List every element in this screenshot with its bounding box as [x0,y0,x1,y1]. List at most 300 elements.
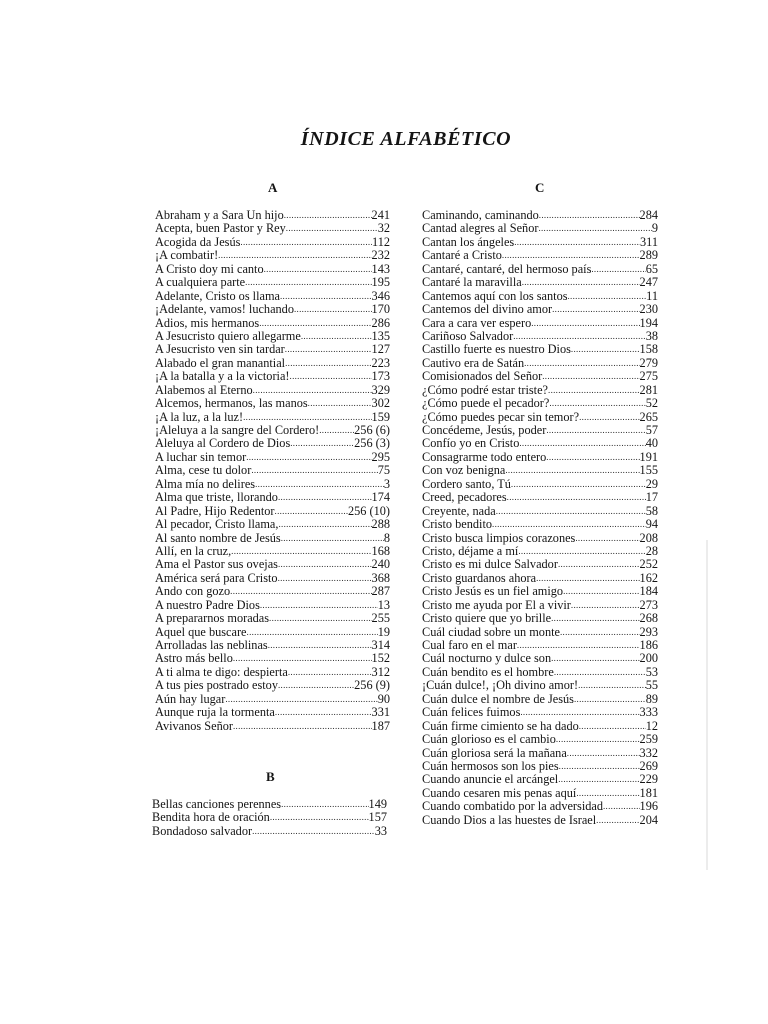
dot-leader [275,706,372,719]
entry-title: Comisionados del Señor [422,370,543,384]
dot-leader [278,558,372,571]
dot-leader [560,626,640,639]
dot-leader [246,451,371,464]
dot-leader [567,747,640,760]
dot-leader [514,236,640,249]
index-entry [155,263,390,276]
index-entry [422,585,658,598]
entry-title: Aleluya al Cordero de Dios [155,437,291,451]
index-entry [155,424,390,437]
entry-page-number: 265 [639,410,658,424]
section-heading-c: C [535,180,545,195]
page-edge-shadow [706,540,708,870]
dot-leader [268,639,372,652]
dot-leader [308,397,372,410]
entry-title: Allí, en la cruz, [155,544,232,558]
entry-page-number: 11 [646,289,658,303]
entry-title: Acogida da Jesús [155,235,241,249]
entry-page-number: 143 [371,262,390,276]
entry-page-number: 90 [377,692,390,706]
index-entry [422,666,658,679]
dot-leader [505,464,639,477]
dot-leader [233,720,372,733]
dot-leader [563,585,639,598]
entry-page-number: 149 [368,798,387,811]
index-entry [155,209,390,222]
index-entry [422,518,658,531]
index-entry [155,437,390,450]
index-entry [155,626,390,639]
entry-page-number: 28 [645,544,658,558]
entry-title: Cautivo era de Satán [422,356,525,370]
dot-leader [603,800,640,813]
index-entry [155,639,390,652]
dot-leader [252,825,375,838]
entry-page-number: 9 [651,222,658,236]
index-entry [422,222,658,235]
dot-leader [571,343,640,356]
entry-page-number: 127 [371,343,390,357]
entry-title: Al pecador, Cristo llama, [155,518,279,532]
entry-page-number: 17 [645,491,658,505]
dot-leader [492,518,646,531]
entry-title: Cuando combatido por la adversidad [422,800,603,814]
dot-leader [233,652,372,665]
entry-page-number: 240 [371,558,390,572]
dot-leader [253,384,372,397]
entry-page-number: 135 [371,329,390,343]
index-entry [155,330,390,343]
index-entry [422,558,658,571]
dot-leader [551,612,639,625]
entry-title: ¡Cuán dulce!, ¡Oh divino amor! [422,679,579,693]
entry-title: A cualquiera parte [155,276,246,290]
index-entry [155,290,390,303]
index-entry [155,612,390,625]
entry-page-number: 58 [645,504,658,518]
index-entry [152,811,387,824]
entry-page-number: 311 [640,235,658,249]
index-entry [155,585,390,598]
entry-page-number: 288 [371,518,390,532]
entry-title: Consagrarme todo entero [422,450,547,464]
entry-title: ¡A combatir! [155,249,219,263]
index-entry [422,491,658,504]
entry-page-number: 302 [371,397,390,411]
dot-leader [579,720,646,733]
dot-leader [548,384,640,397]
index-entry [422,317,658,330]
entry-page-number: 279 [639,356,658,370]
index-entry [422,545,658,558]
dot-leader [319,424,354,437]
entry-page-number: 57 [645,424,658,437]
dot-leader [294,303,372,316]
entry-page-number: 289 [639,249,658,263]
entry-page-number: 162 [639,571,658,585]
entry-title: Creed, pecadores [422,491,507,505]
entry-title: Cristo es mi dulce Salvador [422,558,558,572]
dot-leader [260,599,378,612]
entry-title: ¡A la luz, a la luz! [155,410,244,424]
entry-page-number: 284 [639,209,658,222]
index-entry [422,357,658,370]
index-entry [422,572,658,585]
entry-title: ¿Cómo puedes pecar sin temor? [422,410,580,424]
entry-page-number: 331 [371,706,390,720]
dot-leader [285,343,372,356]
entry-title: Cuán glorioso es el cambio [422,733,556,747]
index-entry [155,236,390,249]
entry-page-number: 247 [639,276,658,290]
index-entry [422,652,658,665]
dot-leader [576,787,639,800]
dot-leader [247,626,378,639]
index-entry [422,209,658,222]
entry-page-number: 19 [377,625,390,639]
index-entry [155,276,390,289]
entry-page-number: 32 [377,222,390,236]
entry-page-number: 314 [371,639,390,652]
entry-title: Cuál ciudad sobre un monte [422,625,560,639]
entry-title: ¿Cómo podré estar triste? [422,383,549,397]
entry-page-number: 232 [371,249,390,263]
index-entry [155,384,390,397]
index-entry [422,679,658,692]
dot-leader [549,397,645,410]
entry-title: A Jesucristo quiero allegarme [155,329,301,343]
entry-title: Cantaré, cantaré, del hermoso país [422,262,592,276]
entry-title: Cristo bendito [422,518,493,532]
index-entry [422,249,658,262]
entry-title: A Jesucristo ven sin tardar [155,343,285,357]
entry-title: Cristo, déjame a mí [422,544,519,558]
entry-page-number: 186 [639,639,658,652]
index-list-c [422,209,658,827]
dot-leader [517,639,640,652]
entry-page-number: 275 [639,370,658,384]
section-heading-b: B [266,769,275,784]
dot-leader [278,491,372,504]
entry-page-number: 268 [639,612,658,626]
page-title: ÍNDICE ALFABÉTICO [300,128,512,150]
dot-leader [519,437,645,450]
entry-page-number: 181 [639,786,658,800]
dot-leader [281,798,368,811]
entry-title: Creyente, nada [422,504,496,518]
dot-leader [255,478,384,491]
entry-title: Cristo Jesús es un fiel amigo [422,585,564,599]
entry-title: Cantad alegres al Señor [422,222,539,236]
entry-title: Cuando cesaren mis penas aquí [422,786,577,800]
entry-page-number: 53 [645,665,658,679]
dot-leader [520,706,639,719]
index-entry [155,370,390,383]
dot-leader [259,317,371,330]
entry-page-number: 12 [645,719,658,733]
entry-title: A Cristo doy mi canto [155,262,264,276]
dot-leader [278,572,372,585]
dot-leader [575,532,639,545]
entry-title: Alcemos, hermanos, las manos [155,397,308,411]
entry-title: Cual faro en el mar [422,639,517,652]
entry-page-number: 191 [639,450,658,464]
index-entry [422,720,658,733]
entry-title: Ando con gozo [155,585,231,599]
entry-page-number: 194 [639,316,658,330]
entry-page-number: 33 [374,824,387,838]
entry-page-number: 112 [372,235,390,249]
entry-title: Alabado el gran manantial [155,356,286,370]
entry-page-number: 256 (6) [354,424,390,437]
entry-page-number: 40 [645,437,658,451]
entry-title: Concédeme, Jesús, poder [422,424,547,437]
entry-title: A ti alma te digo: despierta [155,665,288,679]
dot-leader [546,424,645,437]
dot-leader [290,437,354,450]
entry-page-number: 332 [639,746,658,760]
index-entry [422,800,658,813]
entry-title: Confío yo en Cristo [422,437,520,451]
index-entry [422,760,658,773]
dot-leader [554,666,646,679]
entry-title: ¡A la batalla y a la victoria! [155,370,290,384]
index-entry [422,532,658,545]
entry-title: Cuando Dios a las huestes de Israel [422,813,597,827]
entry-page-number: 159 [371,410,390,424]
index-entry [155,652,390,665]
entry-title: Avivanos Señor [155,719,233,733]
entry-page-number: 158 [639,343,658,357]
entry-title: Cantemos aquí con los santos [422,289,568,303]
entry-page-number: 204 [639,813,658,827]
dot-leader [546,451,639,464]
index-entry [155,222,390,235]
dot-leader [231,545,371,558]
index-entry [422,464,658,477]
entry-title: A prepararnos moradas [155,612,270,626]
entry-page-number: 52 [645,397,658,411]
entry-page-number: 259 [639,733,658,747]
dot-leader [230,585,371,598]
entry-page-number: 174 [371,491,390,505]
section-heading-a: A [268,180,278,195]
dot-leader [513,330,646,343]
dot-leader [559,760,640,773]
index-entry [422,384,658,397]
index-entry [422,290,658,303]
index-entry [422,505,658,518]
entry-page-number: 157 [368,811,387,825]
entry-title: Al Padre, Hijo Redentor [155,504,275,518]
entry-title: Alma que triste, llorando [155,491,278,505]
index-entry [155,343,390,356]
index-entry [155,411,390,424]
entry-page-number: 38 [645,329,658,343]
index-entry [152,798,387,811]
entry-title: Ama el Pastor sus ovejas [155,558,278,572]
entry-page-number: 256 (10) [347,504,390,518]
entry-title: Cuando anuncie el arcángel [422,773,559,787]
dot-leader [518,545,645,558]
index-entry [422,747,658,760]
entry-page-number: 75 [377,464,390,478]
entry-title: Alma, cese tu dolor [155,464,252,478]
entry-page-number: 170 [371,303,390,317]
dot-leader [278,518,371,531]
entry-page-number: 3 [383,477,390,491]
index-entry [155,397,390,410]
entry-page-number: 329 [371,383,390,397]
dot-leader [243,411,371,424]
entry-title: ¿Cómo puede el pecador? [422,397,550,411]
entry-title: A tus pies postrado estoy [155,679,278,693]
entry-title: Aunque ruja la tormenta [155,706,275,720]
index-entry [155,679,390,692]
entry-title: Cristo me ayuda por El a vivir [422,598,571,612]
entry-page-number: 223 [371,356,390,370]
dot-leader [536,572,639,585]
entry-title: Cara a cara ver espero [422,316,532,330]
index-entry [422,303,658,316]
entry-page-number: 287 [371,585,390,599]
entry-page-number: 256 (3) [354,437,390,451]
dot-leader [574,693,646,706]
index-entry [155,303,390,316]
entry-title: Con voz benigna [422,464,506,478]
entry-page-number: 94 [645,518,658,532]
entry-page-number: 187 [371,719,390,733]
dot-leader [278,679,354,692]
index-entry [155,532,390,545]
entry-page-number: 269 [639,759,658,773]
entry-title: Cuán gloriosa será la mañana [422,746,567,760]
index-entry [155,599,390,612]
dot-leader [251,464,377,477]
dot-leader [596,814,639,827]
entry-title: Aquel que buscare [155,625,247,639]
entry-page-number: 29 [645,477,658,491]
entry-title: Bellas canciones perennes [152,798,282,811]
entry-page-number: 196 [639,800,658,814]
entry-title: ¡Aleluya a la sangre del Cordero! [155,424,320,437]
dot-leader [568,290,647,303]
dot-leader [538,222,651,235]
entry-title: Cuán dulce el nombre de Jesús [422,692,574,706]
entry-title: Cuán bendito es el hombre [422,665,554,679]
entry-title: Acepta, buen Pastor y Rey [155,222,286,236]
entry-page-number: 312 [371,665,390,679]
dot-leader [571,599,640,612]
dot-leader [284,209,372,222]
dot-leader [558,773,639,786]
dot-leader [551,652,639,665]
dot-leader [556,733,640,746]
entry-title: Cantaré a Cristo [422,249,502,263]
dot-leader [542,370,639,383]
dot-leader [245,276,371,289]
index-entry [422,787,658,800]
entry-page-number: 168 [371,544,390,558]
index-entry [422,370,658,383]
dot-leader [531,317,639,330]
dot-leader [225,693,377,706]
entry-title: Cuál nocturno y dulce son [422,652,552,666]
index-entry [155,249,390,262]
dot-leader [286,222,378,235]
entry-page-number: 195 [371,276,390,290]
entry-title: Abraham y a Sara Un hijo [155,209,284,222]
dot-leader [281,532,384,545]
index-entry [152,825,387,838]
index-entry [155,451,390,464]
dot-leader [524,357,639,370]
entry-page-number: 65 [645,262,658,276]
dot-leader [264,263,372,276]
index-entry [155,505,390,518]
entry-title: Cordero santo, Tú [422,477,511,491]
index-entry [422,330,658,343]
entry-title: Alabemos al Eterno [155,383,253,397]
index-entry [422,411,658,424]
entry-page-number: 281 [639,383,658,397]
dot-leader [591,263,645,276]
dot-leader [270,811,369,824]
entry-page-number: 241 [371,209,390,222]
entry-page-number: 184 [639,585,658,599]
entry-title: Cantan los ángeles [422,235,515,249]
dot-leader [269,612,372,625]
entry-title: Astro más bello [155,652,233,666]
dot-leader [522,276,640,289]
index-entry [422,276,658,289]
index-entry [422,263,658,276]
index-entry [422,733,658,746]
index-entry [155,720,390,733]
entry-page-number: 273 [639,598,658,612]
index-entry [422,437,658,450]
entry-title: Adelante, Cristo os llama [155,289,280,303]
entry-title: Bendita hora de oración [152,811,270,825]
entry-page-number: 208 [639,531,658,545]
dot-leader [539,209,640,222]
entry-title: ¡Adelante, vamos! luchando [155,303,294,317]
index-entry [155,558,390,571]
entry-title: Cristo busca limpios corazones [422,531,576,545]
entry-title: Alma mía no delires [155,477,256,491]
entry-title: A luchar sin temor [155,450,247,464]
entry-title: Aún hay lugar [155,692,226,706]
entry-title: A nuestro Padre Dios [155,598,260,612]
entry-page-number: 252 [639,558,658,572]
dot-leader [218,249,371,262]
entry-page-number: 155 [639,464,658,478]
index-entry [422,814,658,827]
entry-title: Cuán firme cimiento se ha dado [422,719,579,733]
entry-page-number: 229 [639,773,658,787]
entry-title: Cantemos del divino amor [422,303,553,317]
index-entry [155,572,390,585]
index-entry [422,478,658,491]
entry-page-number: 200 [639,652,658,666]
index-entry [422,236,658,249]
index-entry [422,626,658,639]
entry-page-number: 55 [645,679,658,693]
index-entry [422,639,658,652]
index-entry [155,491,390,504]
entry-title: Cuán felices fuimos [422,706,521,720]
entry-page-number: 295 [371,450,390,464]
